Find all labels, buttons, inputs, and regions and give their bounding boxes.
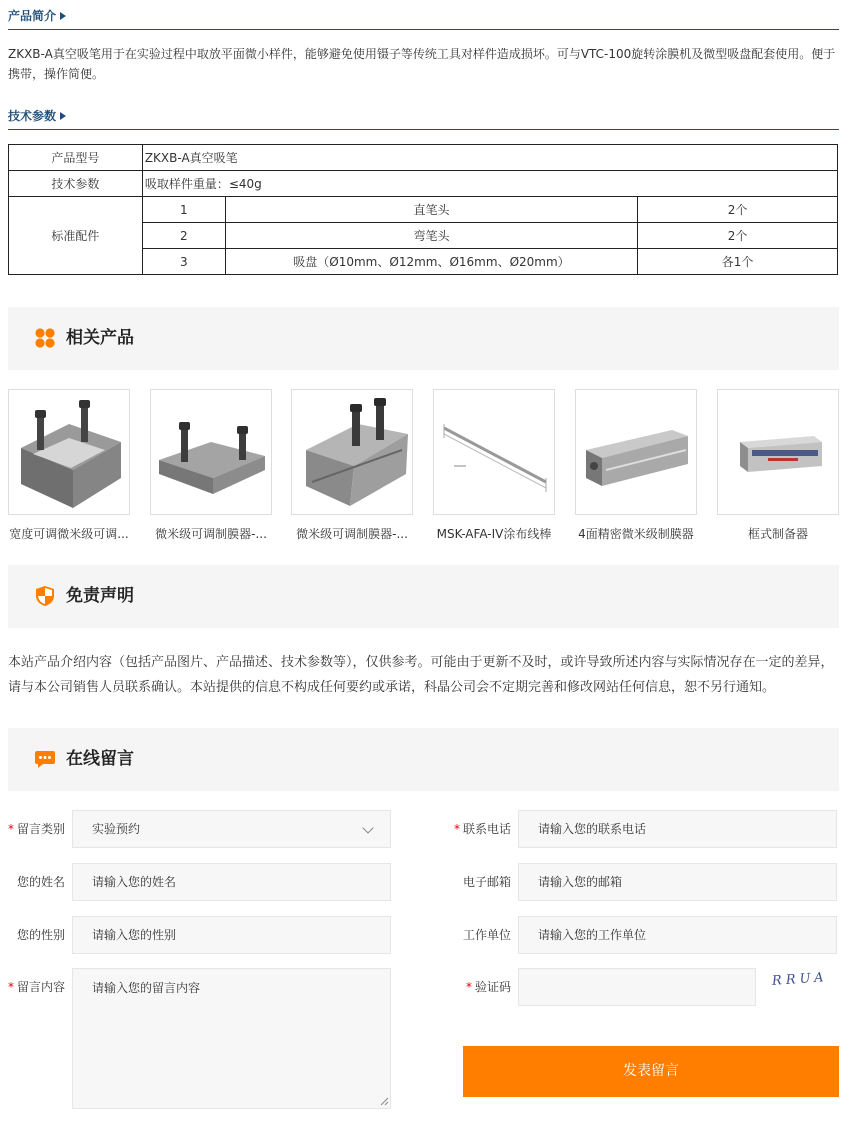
intro-section-title: 产品简介 bbox=[8, 9, 57, 23]
product-image[interactable] bbox=[433, 389, 555, 515]
related-products-header bbox=[8, 307, 839, 370]
chevron-down-icon bbox=[362, 822, 373, 833]
email-label: 电子邮箱 bbox=[462, 875, 511, 889]
required-mark: * bbox=[8, 980, 14, 994]
required-mark: * bbox=[465, 980, 472, 994]
chat-bubble-icon bbox=[34, 748, 56, 770]
table-row bbox=[9, 145, 838, 171]
spec-param-value: 吸取样件重量：≤40g bbox=[142, 171, 837, 197]
spec-table bbox=[8, 144, 838, 275]
category-select-value: 实验预约 bbox=[92, 822, 141, 836]
intro-section-header bbox=[8, 6, 839, 30]
product-name[interactable]: 微米级可调制膜器-... bbox=[155, 527, 267, 541]
company-label: 工作单位 bbox=[462, 928, 511, 942]
accessory-qty: 2个 bbox=[638, 223, 838, 249]
content-placeholder: 请输入您的留言内容 bbox=[92, 981, 201, 995]
table-row bbox=[9, 171, 838, 197]
accessory-name: 吸盘（Ø10mm、Ø12mm、Ø16mm、Ø20mm） bbox=[225, 249, 638, 275]
message-form-header bbox=[8, 728, 839, 791]
captcha-input[interactable] bbox=[518, 968, 756, 1006]
name-label: 您的姓名 bbox=[16, 875, 65, 889]
product-name[interactable]: 框式制备器 bbox=[747, 527, 808, 541]
spec-accessories-label: 标准配件 bbox=[9, 197, 143, 275]
resize-handle-icon[interactable] bbox=[380, 1097, 389, 1106]
grid-flower-icon bbox=[34, 327, 56, 349]
submit-button[interactable]: 发表留言 bbox=[463, 1046, 839, 1097]
gender-label: 您的性别 bbox=[16, 928, 65, 942]
triangle-right-icon bbox=[60, 12, 66, 20]
related-products-title: 相关产品 bbox=[66, 328, 134, 348]
product-name[interactable]: 宽度可调微米级可调... bbox=[9, 527, 129, 541]
product-name[interactable]: 4面精密微米级制膜器 bbox=[578, 527, 694, 541]
spec-section-header bbox=[8, 106, 839, 130]
disclaimer-header bbox=[8, 565, 839, 628]
phone-input[interactable]: 请输入您的联系电话 bbox=[518, 810, 837, 848]
content-textarea[interactable] bbox=[72, 968, 391, 1109]
disclaimer-text: 本站产品介绍内容（包括产品图片、产品描述、技术参数等），仅供参考。可能由于更新不及时，或许导致所述内容与实际情况存在一定的差异，请与本公司销售人员联系确认。本站提供的信息不构成任何要约或承诺，科晶公司会不定期完善和修改网站任何信息，恕不另行通知。 bbox=[8, 655, 834, 695]
spec-param-label: 技术参数 bbox=[9, 171, 143, 197]
shield-icon bbox=[34, 585, 56, 607]
spec-model-label: 产品型号 bbox=[9, 145, 143, 171]
email-input[interactable]: 请输入您的邮箱 bbox=[518, 863, 837, 901]
product-image[interactable] bbox=[8, 389, 130, 515]
required-mark: * bbox=[453, 822, 460, 836]
table-row bbox=[9, 197, 838, 223]
product-card[interactable] bbox=[575, 389, 697, 542]
product-image[interactable] bbox=[291, 389, 413, 515]
content-label: * 留言内容 bbox=[8, 980, 66, 994]
product-name[interactable]: MSK-AFA-IV涂布线棒 bbox=[436, 527, 552, 541]
intro-text: ZKXB-A真空吸笔用于在实验过程中取放平面微小样件，能够避免使用镊子等传统工具对样件造成损坏。可与VTC-100旋转涂膜机及微型吸盘配套使用。便于携带，操作简便。 bbox=[8, 47, 836, 81]
spec-section-title: 技术参数 bbox=[8, 109, 57, 123]
accessory-qty: 各1个 bbox=[638, 249, 838, 275]
disclaimer-title: 免责声明 bbox=[66, 586, 134, 606]
name-input[interactable]: 请输入您的姓名 bbox=[72, 863, 391, 901]
accessory-name: 直笔头 bbox=[225, 197, 638, 223]
spec-model-value: ZKXB-A真空吸笔 bbox=[142, 145, 837, 171]
accessory-qty: 2个 bbox=[638, 197, 838, 223]
product-image[interactable] bbox=[717, 389, 839, 515]
accessory-no: 2 bbox=[142, 223, 225, 249]
captcha-label: * 验证码 bbox=[465, 980, 511, 994]
accessory-name: 弯笔头 bbox=[225, 223, 638, 249]
product-card[interactable] bbox=[717, 389, 839, 542]
triangle-right-icon bbox=[60, 112, 66, 120]
product-image[interactable] bbox=[150, 389, 272, 515]
product-card[interactable] bbox=[291, 389, 413, 542]
accessory-no: 3 bbox=[142, 249, 225, 275]
category-select[interactable] bbox=[72, 810, 391, 848]
gender-input[interactable]: 请输入您的性别 bbox=[72, 916, 391, 954]
category-label: * 留言类别 bbox=[8, 822, 66, 836]
message-form-title: 在线留言 bbox=[66, 749, 134, 769]
product-card[interactable] bbox=[433, 389, 555, 542]
captcha-image[interactable]: RRUA bbox=[771, 970, 828, 989]
phone-label: * 联系电话 bbox=[453, 822, 511, 836]
product-name[interactable]: 微米级可调制膜器-... bbox=[296, 527, 408, 541]
product-card[interactable] bbox=[150, 389, 272, 542]
required-mark: * bbox=[8, 822, 14, 836]
accessory-no: 1 bbox=[142, 197, 225, 223]
product-image[interactable] bbox=[575, 389, 697, 515]
company-input[interactable]: 请输入您的工作单位 bbox=[518, 916, 837, 954]
product-card[interactable] bbox=[8, 389, 130, 542]
